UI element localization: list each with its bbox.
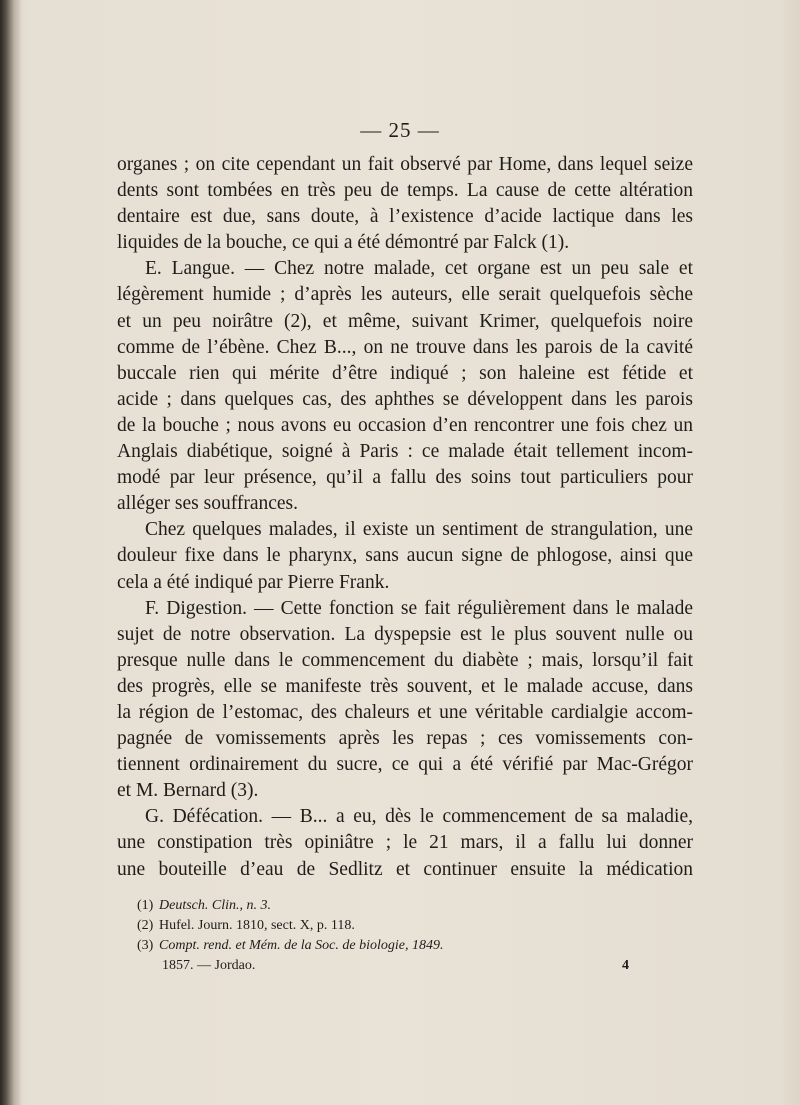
- footnote-marker: (3): [137, 938, 154, 953]
- text-line: Chez quelques malades, il existe un sentiment de strangulation, une: [145, 519, 693, 541]
- footnote-text: Compt. rend. et Mém. de la Soc. de biologie, 1849.: [159, 938, 444, 953]
- text-line: G. Défécation. — B... a eu, dès le commencement de sa maladie,: [145, 806, 693, 828]
- text-line: acide ; dans quelques cas, des aphthes se développent dans les parois: [117, 388, 693, 410]
- footnote-marker: (1): [137, 898, 154, 913]
- text-line: modé par leur présence, qu’il a fallu des soins tout particuliers pour: [117, 467, 693, 489]
- text-line: comme de l’ébène. Chez B..., on ne trouve dans les parois de la cavité: [117, 336, 693, 358]
- text-line: et un peu noirâtre (2), et même, suivant Krimer, quelquefois noire: [117, 310, 693, 332]
- footnotes: [137, 896, 657, 956]
- footnote-text: Deutsch. Clin., n. 3.: [159, 898, 271, 913]
- page-binding-edge: [0, 0, 22, 1105]
- text-line: cela a été indiqué par Pierre Frank.: [117, 571, 390, 593]
- text-line: F. Digestion. — Cette fonction se fait régulièrement dans le malade: [145, 597, 693, 619]
- text-line: buccale rien qui mérite d’être indiqué ; son haleine est fétide et: [117, 362, 693, 384]
- text-line: alléger ses souffrances.: [117, 493, 299, 515]
- page-number: — 25 —: [360, 118, 440, 142]
- text-line: pagnée de vomissements après les repas ; ces vomissements con-: [117, 728, 693, 750]
- text-line: E. Langue. — Chez notre malade, cet organe est un peu sale et: [145, 258, 693, 280]
- text-line: une constipation très opiniâtre ; le 21 mars, il a fallu lui donner: [117, 832, 693, 854]
- text-line: presque nulle dans le commencement du diabète ; mais, lorsqu’il fait: [117, 649, 693, 671]
- text-line: de la bouche ; nous avons eu occasion d’en rencontrer une fois chez un: [117, 414, 693, 436]
- text-line: des progrès, elle se manifeste très souvent, et le malade accuse, dans: [117, 675, 693, 697]
- signature-mark: 4: [622, 958, 629, 973]
- body-text: [117, 152, 693, 883]
- text-line: liquides de la bouche, ce qui a été démontré par Falck (1).: [117, 232, 570, 254]
- footnote: [137, 896, 657, 916]
- text-line: dentaire est due, sans doute, à l’existence d’acide lactique dans les: [117, 206, 693, 228]
- footnote-marker: (2): [137, 918, 154, 933]
- text-line: une bouteille d’eau de Sedlitz et continuer ensuite la médication: [117, 858, 693, 880]
- text-line: la région de l’estomac, des chaleurs et une véritable cardialgie accom-: [117, 701, 693, 723]
- printer-signature: 1857. — Jordao.: [162, 958, 256, 973]
- footnote: [137, 936, 657, 956]
- text-line: et M. Bernard (3).: [117, 780, 259, 802]
- text-line: sujet de notre observation. La dyspepsie est le plus souvent nulle ou: [117, 623, 693, 645]
- text-line: tiennent ordinairement du sucre, ce qui a été vérifié par Mac-Grégor: [117, 754, 693, 776]
- text-line: organes ; on cite cependant un fait observé par Home, dans lequel seize: [117, 154, 693, 175]
- text-line: légèrement humide ; d’après les auteurs, elle serait quelquefois sèche: [117, 284, 693, 306]
- text-line: dents sont tombées en très peu de temps. La cause de cette altération: [117, 180, 693, 202]
- text-line: Anglais diabétique, soigné à Paris : ce malade était tellement incom-: [117, 441, 693, 463]
- footnote: [137, 916, 657, 936]
- footnote-text: Hufel. Journ. 1810, sect. X, p. 118.: [159, 918, 355, 933]
- text-line: douleur fixe dans le pharynx, sans aucun signe de phlogose, ainsi que: [117, 545, 693, 567]
